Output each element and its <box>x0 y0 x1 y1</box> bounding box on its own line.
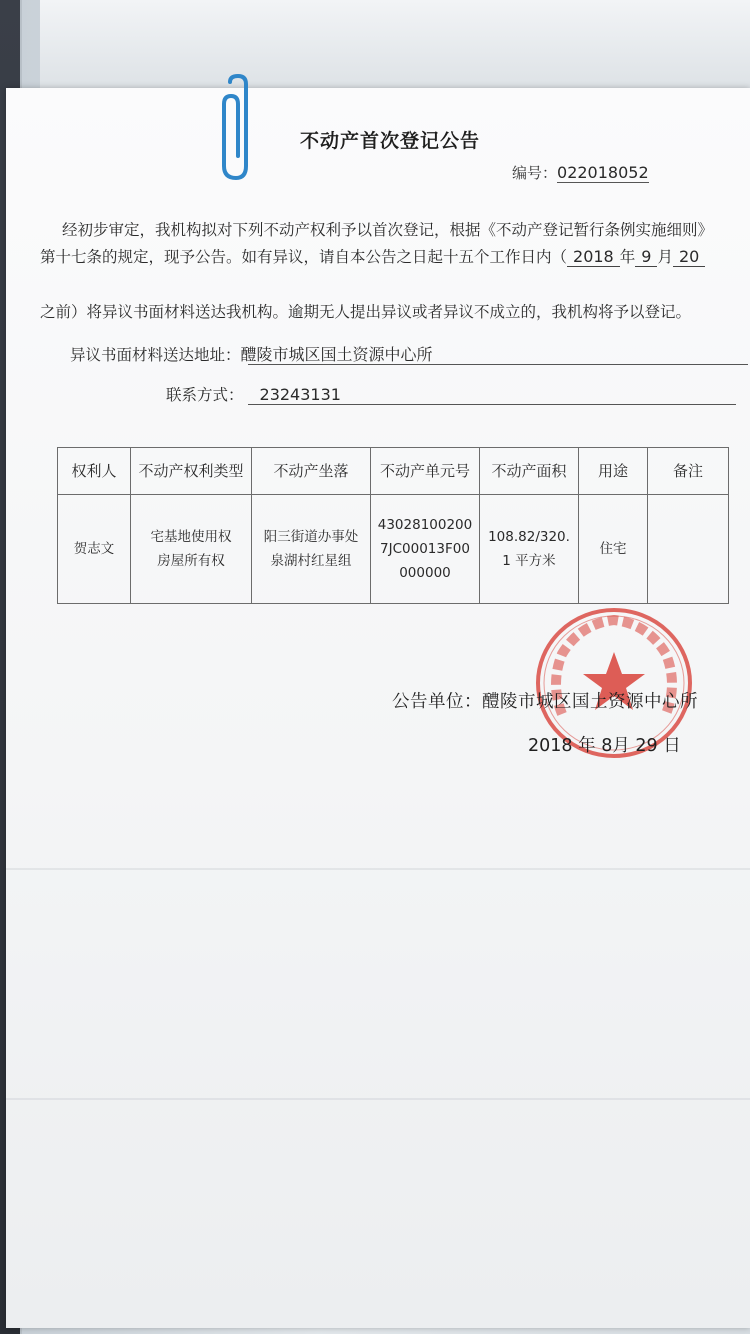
body-line-2 <box>40 245 705 267</box>
paper-fold <box>6 868 750 870</box>
folder-top-edge <box>40 0 750 91</box>
right-type-1: 宅基地使用权 <box>150 528 232 545</box>
contact-value: 23243131 <box>259 385 341 404</box>
contact-row <box>166 383 341 405</box>
location-1: 阳三街道办事处 <box>263 528 359 545</box>
header-right-type: 不动产权利类型 <box>131 448 252 495</box>
year-unit: 年 <box>619 248 636 266</box>
contact-underline <box>248 404 736 405</box>
header-area: 不动产面积 <box>480 448 579 495</box>
paper-fold <box>6 1098 750 1100</box>
unit-no-1: 43028100200 <box>377 516 473 533</box>
body-line-1: 经初步审定，我机构拟对下列不动产权利予以首次登记，根据《不动产登记暂行条例实施细则》 <box>62 221 714 239</box>
issue-date <box>528 732 681 757</box>
cell-usage: 住宅 <box>579 495 648 604</box>
date-year-unit: 年 <box>578 736 596 756</box>
right-type-2: 房屋所有权 <box>157 553 225 569</box>
contact-label: 联系方式： <box>166 386 244 404</box>
area-1: 108.82/320. <box>488 528 570 545</box>
issuer-signature <box>392 688 698 713</box>
paper-clip-icon <box>218 74 258 184</box>
cell-right-type <box>131 495 252 604</box>
header-usage: 用途 <box>579 448 648 495</box>
date-year: 2018 <box>528 736 573 756</box>
body-line-3 <box>40 300 691 322</box>
deadline-day: 20 <box>673 247 705 267</box>
address-label: 异议书面材料送达地址： <box>70 346 241 364</box>
notice-title: 不动产首次登记公告 <box>300 130 481 152</box>
date-day: 29 <box>635 736 658 756</box>
deadline-month: 9 <box>635 247 657 267</box>
date-day-unit: 日 <box>663 736 681 756</box>
cell-location <box>252 495 371 604</box>
header-location: 不动产坐落 <box>252 448 371 495</box>
body-line-3-text: 之前）将异议书面材料送达我机构。逾期无人提出异议或者异议不成立的，我机构将予以登记。 <box>40 303 692 321</box>
serial-label: 编号： <box>512 164 558 182</box>
serial-number <box>512 162 649 183</box>
date-month: 8 <box>601 736 613 756</box>
unit-no-2: 7JC00013F00 <box>380 540 470 557</box>
address-value: 醴陵市城区国土资源中心所 <box>240 345 433 364</box>
address-underline <box>248 364 748 365</box>
header-remark: 备注 <box>648 448 729 495</box>
body-line-2-text: 第十七条的规定，现予公告。如有异议，请自本公告之日起十五个工作日内（ <box>40 248 568 266</box>
table-row <box>58 495 729 604</box>
area-2: 1 平方米 <box>502 553 556 569</box>
cell-area <box>480 495 579 604</box>
issuer-org: 醴陵市城区国土资源中心所 <box>482 692 698 712</box>
cell-holder: 贺志文 <box>58 495 131 604</box>
header-holder: 权利人 <box>58 448 131 495</box>
header-unit-no: 不动产单元号 <box>371 448 480 495</box>
location-2: 泉湖村红星组 <box>270 553 352 569</box>
unit-no-3: 000000 <box>399 565 451 582</box>
address-row <box>70 342 433 365</box>
table-header-row <box>58 448 729 495</box>
cell-remark <box>648 495 729 604</box>
serial-value: 022018052 <box>557 163 649 182</box>
issuer-label: 公告单位： <box>392 692 482 712</box>
month-unit: 月 <box>657 248 673 266</box>
deadline-year: 2018 <box>567 247 620 267</box>
date-month-unit: 月 <box>612 736 630 756</box>
property-table <box>57 447 729 604</box>
cell-unit-no <box>371 495 480 604</box>
